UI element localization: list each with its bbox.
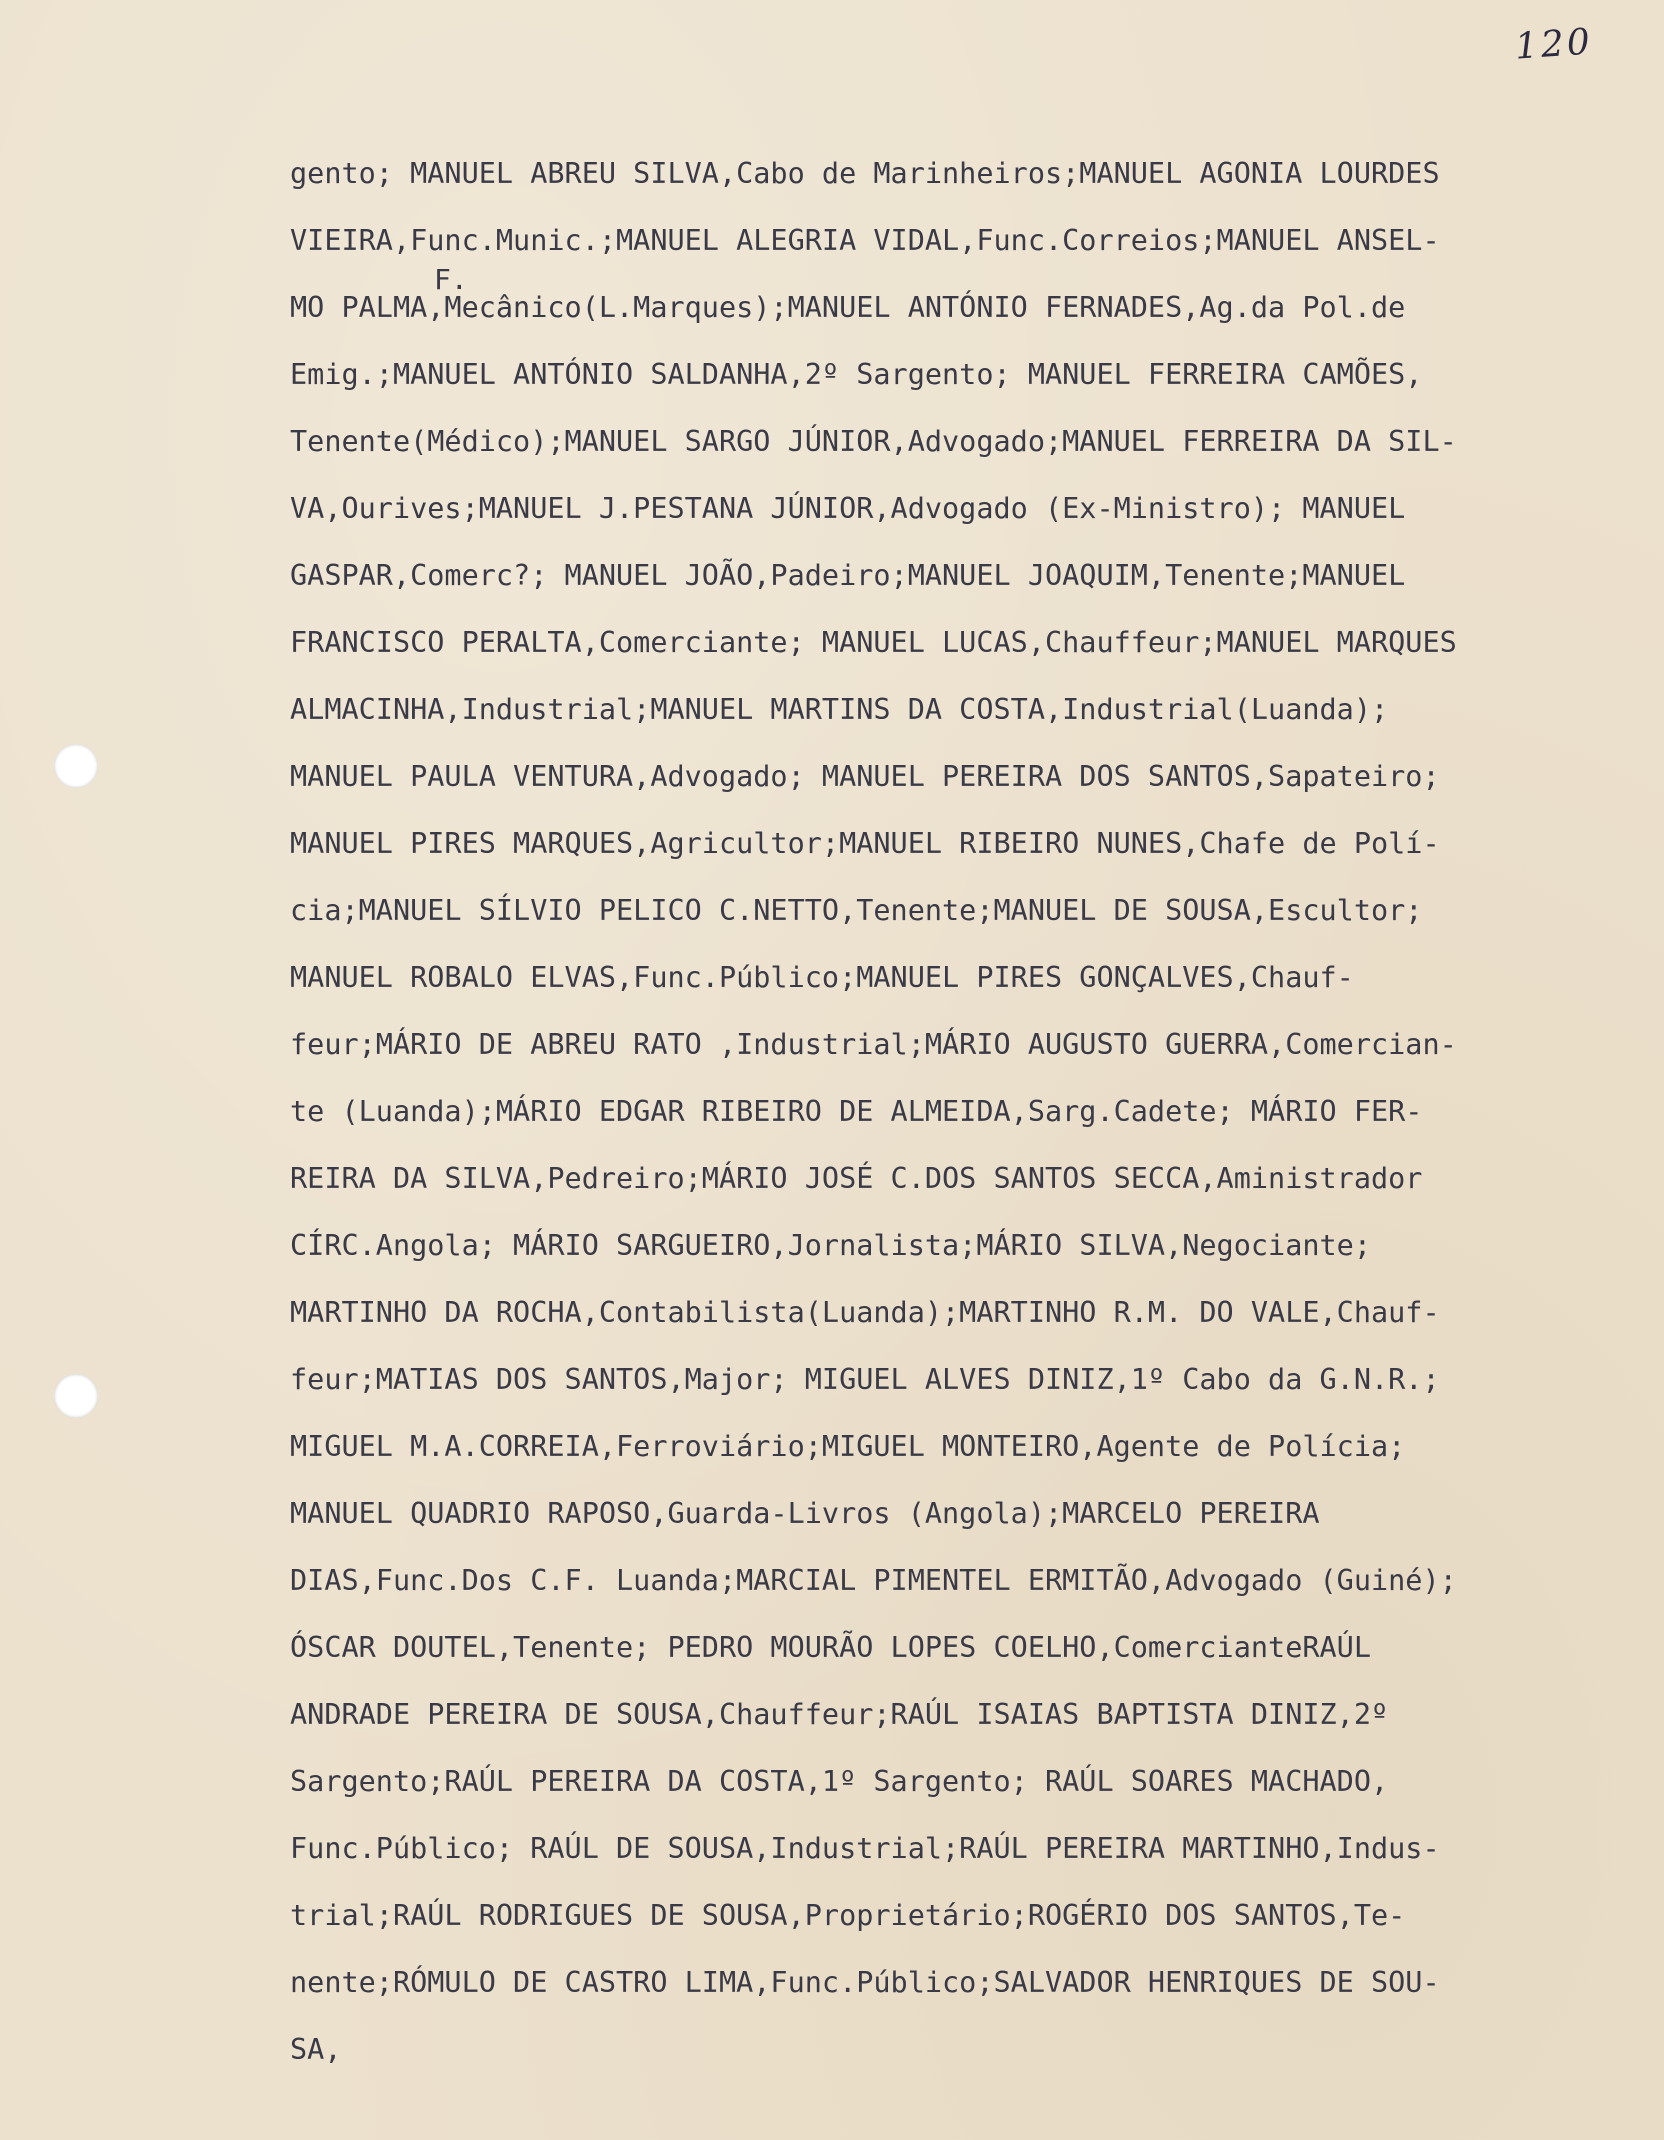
punch-hole: [54, 1374, 98, 1418]
text-line: Func.Público; RAÚL DE SOUSA,Industrial;RAÚL PEREIRA MARTINHO,Indus-: [290, 1832, 1440, 1865]
text-line: MANUEL PIRES MARQUES,Agricultor;MANUEL RIBEIRO NUNES,Chafe de Polí-: [290, 827, 1440, 860]
text-line: ALMACINHA,Industrial;MANUEL MARTINS DA COSTA,Industrial(Luanda);: [290, 693, 1389, 726]
text-line: feur;MATIAS DOS SANTOS,Major; MIGUEL ALVES DINIZ,1º Cabo da G.N.R.;: [290, 1363, 1440, 1396]
punch-hole: [54, 744, 98, 788]
text-line: Emig.;MANUEL ANTÓNIO SALDANHA,2º Sargento; MANUEL FERREIRA CAMÕES,: [290, 358, 1423, 391]
text-line: Tenente(Médico);MANUEL SARGO JÚNIOR,Advogado;MANUEL FERREIRA DA SIL-: [290, 425, 1457, 458]
text-line: cia;MANUEL SÍLVIO PELICO C.NETTO,Tenente;MANUEL DE SOUSA,Escultor;: [290, 894, 1423, 927]
text-line: VA,Ourives;MANUEL J.PESTANA JÚNIOR,Advogado (Ex-Ministro); MANUEL: [290, 492, 1406, 525]
text-line: MANUEL QUADRIO RAPOSO,Guarda-Livros (Angola);MARCELO PEREIRA: [290, 1497, 1320, 1530]
text-line: DIAS,Func.Dos C.F. Luanda;MARCIAL PIMENTEL ERMITÃO,Advogado (Guiné);: [290, 1564, 1457, 1597]
text-line: ÓSCAR DOUTEL,Tenente; PEDRO MOURÃO LOPES COELHO,ComercianteRAÚL: [290, 1631, 1371, 1664]
text-line: MIGUEL M.A.CORREIA,Ferroviário;MIGUEL MONTEIRO,Agente de Polícia;: [290, 1430, 1406, 1463]
text-line: CÍRC.Angola; MÁRIO SARGUEIRO,Jornalista;MÁRIO SILVA,Negociante;: [290, 1229, 1371, 1262]
text-line: gento; MANUEL ABREU SILVA,Cabo de Marinheiros;MANUEL AGONIA LOURDES: [290, 157, 1440, 190]
text-line: ANDRADE PEREIRA DE SOUSA,Chauffeur;RAÚL ISAIAS BAPTISTA DINIZ,2º: [290, 1698, 1389, 1731]
text-line: MANUEL PAULA VENTURA,Advogado; MANUEL PEREIRA DOS SANTOS,Sapateiro;: [290, 760, 1440, 793]
text-line: VIEIRA,Func.Munic.;MANUEL ALEGRIA VIDAL,Func.Correios;MANUEL ANSEL-: [290, 224, 1440, 257]
text-line: trial;RAÚL RODRIGUES DE SOUSA,Proprietário;ROGÉRIO DOS SANTOS,Te-: [290, 1899, 1406, 1932]
text-line: nente;RÓMULO DE CASTRO LIMA,Func.Público;SALVADOR HENRIQUES DE SOU-: [290, 1966, 1440, 1999]
text-line: Sargento;RAÚL PEREIRA DA COSTA,1º Sargento; RAÚL SOARES MACHADO,: [290, 1765, 1389, 1798]
text-line: feur;MÁRIO DE ABREU RATO ,Industrial;MÁRIO AUGUSTO GUERRA,Comercian-: [290, 1028, 1457, 1061]
text-line: FRANCISCO PERALTA,Comerciante; MANUEL LUCAS,Chauffeur;MANUEL MARQUES: [290, 626, 1457, 659]
text-line: GASPAR,Comerc?; MANUEL JOÃO,Padeiro;MANUEL JOAQUIM,Tenente;MANUEL: [290, 559, 1406, 592]
typewritten-text: [290, 140, 1650, 2083]
text-line: MO PALMA,Mecânico(L.Marques);MANUEL ANTÓNIO FERNADES,Ag.da Pol.de: [290, 291, 1406, 324]
text-line: MANUEL ROBALO ELVAS,Func.Público;MANUEL PIRES GONÇALVES,Chauf-: [290, 961, 1354, 994]
page-number: 120: [1513, 21, 1595, 68]
text-line: te (Luanda);MÁRIO EDGAR RIBEIRO DE ALMEIDA,Sarg.Cadete; MÁRIO FER-: [290, 1095, 1423, 1128]
text-line: MARTINHO DA ROCHA,Contabilista(Luanda);MARTINHO R.M. DO VALE,Chauf-: [290, 1296, 1440, 1329]
text-line: SA,: [290, 2033, 342, 2066]
text-line: REIRA DA SILVA,Pedreiro;MÁRIO JOSÉ C.DOS SANTOS SECCA,Aministrador: [290, 1162, 1423, 1195]
handwritten-insert: F.: [434, 263, 468, 296]
